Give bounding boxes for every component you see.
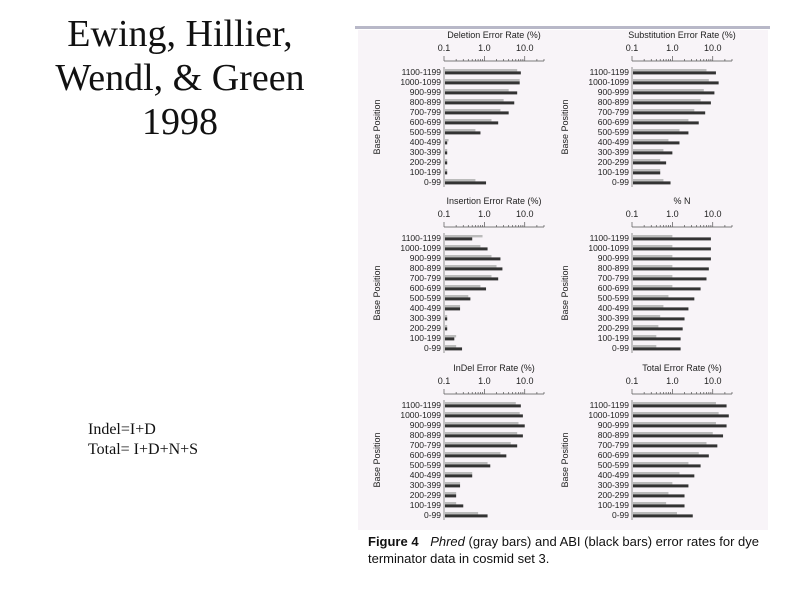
abi-bar	[633, 131, 688, 134]
phred-bar	[633, 99, 701, 101]
phred-bar	[633, 422, 716, 424]
abi-bar	[633, 404, 727, 407]
category-label: 600-699	[409, 283, 441, 293]
category-label: 0-99	[423, 177, 441, 187]
phred-bar	[445, 149, 447, 151]
chart-title: % N	[673, 196, 691, 206]
phred-bar	[445, 69, 517, 71]
abi-bar	[445, 111, 509, 114]
phred-bar	[633, 452, 699, 454]
category-label: 800-899	[409, 263, 441, 273]
category-label: 600-699	[597, 117, 629, 127]
tick-label: 10.0	[515, 43, 534, 53]
phred-bar	[633, 149, 663, 151]
phred-bar	[445, 325, 447, 327]
abi-bar	[445, 504, 463, 507]
phred-bar	[445, 179, 475, 181]
phred-bar	[445, 129, 475, 131]
category-label: 200-299	[597, 157, 629, 167]
abi-bar	[633, 121, 699, 124]
phred-bar	[445, 139, 449, 141]
category-label: 1000-1099	[400, 243, 441, 253]
abi-bar	[633, 444, 717, 447]
tick-label: 10.0	[515, 209, 534, 219]
abi-bar	[633, 247, 711, 250]
caption-phred: Phred	[430, 534, 465, 549]
abi-bar	[633, 297, 694, 300]
abi-bar	[445, 414, 523, 417]
abi-bar	[445, 297, 470, 300]
y-axis-title: Base Position	[372, 99, 382, 155]
abi-bar	[633, 504, 685, 507]
tick-label: 0.1	[625, 209, 639, 219]
phred-bar	[633, 245, 672, 247]
chart-title: Substitution Error Rate (%)	[628, 30, 736, 40]
phred-bar	[633, 462, 688, 464]
category-label: 800-899	[597, 97, 629, 107]
phred-bar	[445, 89, 509, 91]
category-label: 600-699	[409, 117, 441, 127]
phred-bar	[445, 402, 516, 404]
phred-bar	[445, 422, 518, 424]
phred-bar	[445, 305, 460, 307]
abi-bar	[633, 181, 671, 184]
category-label: 1000-1099	[588, 243, 629, 253]
phred-bar	[445, 512, 478, 514]
phred-bar	[445, 412, 520, 414]
category-label: 200-299	[409, 157, 441, 167]
category-label: 400-499	[597, 137, 629, 147]
category-label: 800-899	[409, 430, 441, 440]
category-label: 1100-1199	[589, 400, 629, 410]
phred-bar	[633, 325, 658, 327]
abi-bar	[445, 317, 447, 320]
tick-label: 1.0	[478, 43, 491, 53]
slide-title	[20, 12, 340, 144]
phred-bar	[633, 502, 666, 504]
total-note: Total= I+D+N+S	[88, 441, 199, 458]
abi-bar	[633, 161, 666, 164]
category-label: 400-499	[409, 470, 441, 480]
phred-bar	[633, 235, 672, 237]
abi-bar	[445, 181, 486, 184]
y-axis-title: Base Position	[560, 432, 570, 488]
phred-bar	[445, 432, 517, 434]
abi-bar	[445, 161, 447, 164]
phred-bar	[633, 295, 668, 297]
phred-bar	[445, 255, 491, 257]
abi-bar	[633, 424, 727, 427]
category-label: 600-699	[597, 450, 629, 460]
abi-bar	[633, 464, 701, 467]
abi-bar	[445, 247, 488, 250]
category-label: 500-599	[597, 460, 629, 470]
chart-title: Deletion Error Rate (%)	[447, 30, 541, 40]
figure-charts	[358, 30, 768, 530]
category-label: 800-899	[597, 430, 629, 440]
abi-bar	[633, 151, 672, 154]
phred-bar	[633, 472, 679, 474]
abi-bar	[633, 171, 660, 174]
category-label: 700-799	[409, 440, 441, 450]
category-label: 0-99	[423, 343, 441, 353]
category-label: 1100-1199	[589, 233, 629, 243]
abi-bar	[633, 454, 709, 457]
tick-label: 1.0	[666, 376, 679, 386]
category-label: 500-599	[597, 293, 629, 303]
phred-bar	[633, 119, 688, 121]
phred-bar	[445, 295, 468, 297]
category-label: 900-999	[597, 87, 629, 97]
caption-label: Figure 4	[368, 534, 419, 549]
phred-bar	[633, 305, 663, 307]
abi-bar	[445, 444, 517, 447]
y-axis-title: Base Position	[372, 432, 382, 488]
phred-bar	[633, 335, 656, 337]
phred-bar	[633, 265, 672, 267]
tick-label: 10.0	[515, 376, 534, 386]
category-label: 100-199	[597, 333, 629, 343]
category-label: 300-399	[597, 313, 629, 323]
category-label: 0-99	[611, 343, 629, 353]
abi-bar	[633, 414, 729, 417]
category-label: 700-799	[409, 273, 441, 283]
tick-label: 0.1	[625, 43, 639, 53]
phred-bar	[633, 315, 660, 317]
category-label: 900-999	[409, 420, 441, 430]
phred-bar	[445, 265, 497, 267]
tick-label: 1.0	[666, 43, 679, 53]
title-line: 1998	[142, 101, 218, 143]
category-label: 300-399	[409, 480, 441, 490]
abi-bar	[445, 71, 521, 74]
category-label: 200-299	[409, 323, 441, 333]
phred-bar	[633, 442, 706, 444]
indel-note: Indel=I+D	[88, 421, 156, 438]
abi-bar	[633, 307, 688, 310]
tick-label: 1.0	[478, 209, 491, 219]
category-label: 300-399	[409, 147, 441, 157]
category-label: 600-699	[409, 450, 441, 460]
category-label: 500-599	[409, 460, 441, 470]
phred-bar	[445, 442, 511, 444]
abi-bar	[445, 121, 498, 124]
phred-bar	[633, 432, 713, 434]
category-label: 300-399	[409, 313, 441, 323]
y-axis-title: Base Position	[560, 265, 570, 321]
phred-bar	[633, 275, 672, 277]
category-label: 400-499	[597, 470, 629, 480]
abi-bar	[445, 131, 480, 134]
phred-bar	[633, 512, 677, 514]
category-label: 100-199	[409, 167, 441, 177]
category-label: 400-499	[409, 303, 441, 313]
category-label: 1000-1099	[400, 77, 441, 87]
chart-title: Insertion Error Rate (%)	[446, 196, 542, 206]
category-label: 300-399	[597, 480, 629, 490]
abi-bar	[445, 287, 486, 290]
abi-bar	[445, 81, 520, 84]
phred-bar	[445, 452, 500, 454]
phred-bar	[445, 502, 456, 504]
abi-bar	[445, 484, 460, 487]
phred-bar	[445, 285, 480, 287]
category-label: 700-799	[597, 440, 629, 450]
phred-bar	[445, 99, 504, 101]
phred-bar	[445, 345, 456, 347]
category-label: 1000-1099	[400, 410, 441, 420]
category-label: 600-699	[597, 283, 629, 293]
formula-notes	[88, 420, 198, 460]
phred-bar	[445, 472, 472, 474]
phred-bar	[445, 275, 491, 277]
abi-bar	[633, 81, 719, 84]
tick-label: 1.0	[666, 209, 679, 219]
abi-bar	[445, 424, 525, 427]
phred-bar	[445, 119, 491, 121]
abi-bar	[445, 464, 490, 467]
phred-bar	[633, 255, 672, 257]
tick-label: 1.0	[478, 376, 491, 386]
abi-bar	[633, 277, 706, 280]
category-label: 300-399	[597, 147, 629, 157]
abi-bar	[445, 151, 447, 154]
abi-bar	[633, 71, 716, 74]
phred-bar	[633, 482, 672, 484]
tick-label: 0.1	[437, 209, 451, 219]
tick-label: 0.1	[437, 376, 451, 386]
abi-bar	[445, 327, 447, 330]
category-label: 800-899	[597, 263, 629, 273]
category-label: 100-199	[597, 167, 629, 177]
tick-label: 0.1	[625, 376, 639, 386]
category-label: 500-599	[597, 127, 629, 137]
category-label: 1000-1099	[588, 77, 629, 87]
category-label: 500-599	[409, 293, 441, 303]
abi-bar	[445, 474, 472, 477]
phred-bar	[633, 402, 716, 404]
abi-bar	[445, 307, 460, 310]
chart-title: InDel Error Rate (%)	[453, 363, 535, 373]
category-label: 1100-1199	[401, 233, 441, 243]
figure-caption	[368, 533, 768, 567]
abi-bar	[633, 484, 688, 487]
phred-bar	[445, 245, 480, 247]
category-label: 100-199	[409, 333, 441, 343]
category-label: 200-299	[597, 323, 629, 333]
category-label: 900-999	[409, 253, 441, 263]
category-label: 500-599	[409, 127, 441, 137]
phred-bar	[633, 129, 679, 131]
abi-bar	[633, 287, 701, 290]
abi-bar	[445, 267, 502, 270]
abi-bar	[633, 514, 693, 517]
tick-label: 10.0	[703, 376, 722, 386]
category-label: 0-99	[611, 177, 629, 187]
abi-bar	[633, 347, 681, 350]
abi-bar	[633, 257, 711, 260]
category-label: 1100-1199	[401, 67, 441, 77]
abi-bar	[633, 434, 723, 437]
abi-bar	[633, 267, 709, 270]
category-label: 400-499	[409, 137, 441, 147]
abi-bar	[633, 327, 683, 330]
abi-bar	[445, 434, 523, 437]
abi-bar	[445, 237, 472, 240]
abi-bar	[633, 101, 711, 104]
chart-title: Total Error Rate (%)	[642, 363, 722, 373]
phred-bar	[633, 159, 660, 161]
caption-text: (gray bars) and ABI (black bars) error rates for dye terminator data in cosmid set 3.	[368, 534, 759, 566]
tick-label: 10.0	[703, 43, 722, 53]
abi-bar	[633, 494, 685, 497]
phred-bar	[633, 492, 668, 494]
abi-bar	[445, 337, 454, 340]
category-label: 0-99	[423, 510, 441, 520]
phred-bar	[445, 169, 447, 171]
phred-bar	[445, 492, 456, 494]
phred-bar	[633, 79, 709, 81]
category-label: 1100-1199	[589, 67, 629, 77]
category-label: 700-799	[597, 273, 629, 283]
category-label: 200-299	[409, 490, 441, 500]
phred-bar	[633, 89, 704, 91]
phred-bar	[445, 462, 488, 464]
phred-bar	[445, 335, 456, 337]
phred-bar	[445, 109, 500, 111]
phred-bar	[445, 79, 520, 81]
phred-bar	[445, 159, 447, 161]
phred-bar	[633, 345, 656, 347]
abi-bar	[445, 454, 506, 457]
abi-bar	[633, 317, 685, 320]
tick-label: 10.0	[703, 209, 722, 219]
phred-bar	[633, 139, 668, 141]
figure-top-rule	[355, 26, 770, 29]
abi-bar	[445, 141, 447, 144]
title-line: Ewing, Hillier,	[67, 13, 293, 55]
category-label: 0-99	[611, 510, 629, 520]
phred-bar	[445, 482, 460, 484]
abi-bar	[445, 91, 517, 94]
abi-bar	[633, 111, 705, 114]
phred-bar	[633, 179, 663, 181]
category-label: 700-799	[409, 107, 441, 117]
category-label: 400-499	[597, 303, 629, 313]
abi-bar	[633, 474, 694, 477]
phred-bar	[633, 412, 719, 414]
abi-bar	[445, 277, 498, 280]
phred-bar	[633, 169, 660, 171]
category-label: 1000-1099	[588, 410, 629, 420]
abi-bar	[633, 237, 711, 240]
abi-bar	[633, 141, 679, 144]
y-axis-title: Base Position	[560, 99, 570, 155]
abi-bar	[445, 257, 500, 260]
figure-panel	[358, 30, 768, 530]
phred-bar	[633, 109, 694, 111]
y-axis-title: Base Position	[372, 265, 382, 321]
abi-bar	[445, 514, 488, 517]
phred-bar	[445, 315, 447, 317]
category-label: 100-199	[597, 500, 629, 510]
category-label: 100-199	[409, 500, 441, 510]
abi-bar	[445, 171, 447, 174]
category-label: 1100-1199	[401, 400, 441, 410]
category-label: 800-899	[409, 97, 441, 107]
phred-bar	[633, 285, 672, 287]
category-label: 700-799	[597, 107, 629, 117]
category-label: 900-999	[409, 87, 441, 97]
abi-bar	[633, 337, 681, 340]
abi-bar	[445, 494, 456, 497]
abi-bar	[445, 101, 514, 104]
phred-bar	[445, 235, 483, 237]
abi-bar	[445, 404, 521, 407]
abi-bar	[633, 91, 714, 94]
abi-bar	[445, 347, 462, 350]
title-line: Wendl, & Green	[55, 57, 305, 99]
category-label: 900-999	[597, 420, 629, 430]
category-label: 900-999	[597, 253, 629, 263]
phred-bar	[633, 69, 706, 71]
category-label: 200-299	[597, 490, 629, 500]
tick-label: 0.1	[437, 43, 451, 53]
